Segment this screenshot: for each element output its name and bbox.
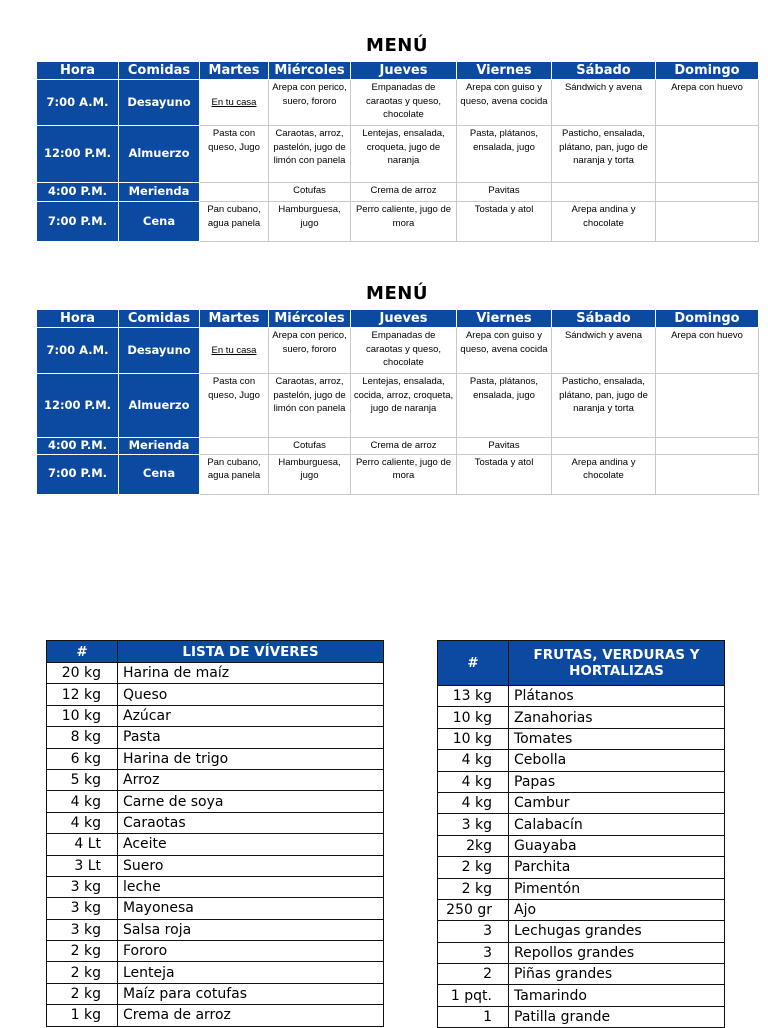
menu-cell <box>351 126 457 183</box>
list-row <box>47 855 384 876</box>
menu-hora: 7:00 A.M. <box>37 328 119 374</box>
menu-comida: Almuerzo <box>119 126 200 183</box>
menu-cell-text: Hamburguesa, jugo <box>278 456 341 481</box>
list-qty: 4 kg <box>47 812 118 833</box>
list-item: Crema de arroz <box>118 1005 384 1026</box>
menu-hora: 7:00 P.M. <box>37 202 119 242</box>
menu-hora: 4:00 P.M. <box>37 183 119 202</box>
menu-cell <box>351 454 457 494</box>
menu-cell-text: Arepa con guiso y queso, avena cocida <box>460 330 548 355</box>
menu-cell <box>656 438 759 455</box>
menu-col-header: Martes <box>200 310 269 328</box>
menu-row <box>37 328 759 374</box>
list-item: Guayaba <box>509 835 725 856</box>
menu-cell <box>656 126 759 183</box>
list-row <box>47 791 384 812</box>
menu-cell <box>200 374 269 438</box>
list-qty: 20 kg <box>47 663 118 684</box>
menu-comida: Desayuno <box>119 328 200 374</box>
menu-cell-text: Caraotas, arroz, pastelón, jugo de limón con panela <box>273 376 346 414</box>
menu-cell <box>457 126 552 183</box>
frutas-col-header: FRUTAS, VERDURAS Y HORTALIZAS <box>509 641 725 686</box>
menu-cell <box>200 438 269 455</box>
menu-cell <box>552 80 656 126</box>
list-row <box>47 684 384 705</box>
list-item: Harina de trigo <box>118 748 384 769</box>
list-qty: 12 kg <box>47 684 118 705</box>
list-qty: 3 <box>438 942 509 963</box>
list-qty: 3 kg <box>47 898 118 919</box>
menu-col-header: Martes <box>200 62 269 80</box>
menu-table <box>36 61 759 242</box>
menu-cell-text: Lentejas, ensalada, cocida, arroz, croqueta, jugo de naranja <box>353 376 454 414</box>
list-item: Tamarindo <box>509 985 725 1006</box>
menu-cell-text: En tu casa <box>211 344 257 356</box>
menu-cell-text: Pasta, plátanos, ensalada, jugo <box>469 376 539 401</box>
list-qty: 10 kg <box>438 728 509 749</box>
frutas-body <box>438 686 725 1028</box>
menu-comida: Merienda <box>119 183 200 202</box>
list-qty: 3 Lt <box>47 855 118 876</box>
menu-cell <box>351 438 457 455</box>
menu-col-header: Comidas <box>119 310 200 328</box>
menu-cell <box>351 328 457 374</box>
list-qty: 5 kg <box>47 769 118 790</box>
menu-cell-text: Pavitas <box>488 440 520 451</box>
menu-col-header: Comidas <box>119 62 200 80</box>
list-qty: 2 kg <box>47 983 118 1004</box>
menu-cell <box>269 202 351 242</box>
menu-col-header: Sábado <box>552 310 656 328</box>
menu-table-2 <box>36 309 759 495</box>
menu-cell-text: Arepa con huevo <box>671 330 743 341</box>
list-row <box>47 941 384 962</box>
menu-cell <box>269 80 351 126</box>
list-qty: 3 kg <box>47 919 118 940</box>
menu-cell-text: Arepa con perico, suero, fororo <box>272 330 347 355</box>
list-qty: 4 kg <box>438 771 509 792</box>
list-row <box>47 983 384 1004</box>
menu-row <box>37 126 759 183</box>
menu-hora: 12:00 P.M. <box>37 374 119 438</box>
list-qty: 4 kg <box>438 750 509 771</box>
menu-title-2: MENÚ <box>366 283 428 304</box>
list-item: Fororo <box>118 941 384 962</box>
viveres-header-row <box>47 641 384 663</box>
menu-col-header: Domingo <box>656 310 759 328</box>
viveres-col-header: # <box>47 641 118 663</box>
list-item: Parchita <box>509 857 725 878</box>
menu-cell-text: Pan cubano, agua panela <box>207 204 261 229</box>
list-item: Patilla grande <box>509 1006 725 1027</box>
list-item: Pasta <box>118 727 384 748</box>
list-row <box>438 792 725 813</box>
list-item: Piñas grandes <box>509 964 725 985</box>
viveres-table <box>46 640 384 1027</box>
menu-cell <box>269 374 351 438</box>
menu-cell <box>269 183 351 202</box>
menu-col-header: Sábado <box>552 62 656 80</box>
list-qty: 2 kg <box>438 878 509 899</box>
list-item: Plátanos <box>509 686 725 707</box>
list-qty: 1 pqt. <box>438 985 509 1006</box>
menu-cell <box>656 202 759 242</box>
menu-cell-text: Perro caliente, jugo de mora <box>355 204 452 229</box>
list-qty: 1 kg <box>47 1005 118 1026</box>
list-item: Mayonesa <box>118 898 384 919</box>
menu-cell <box>457 202 552 242</box>
menu-col-header: Domingo <box>656 62 759 80</box>
list-item: Carne de soya <box>118 791 384 812</box>
list-row <box>438 835 725 856</box>
list-item: Lechugas grandes <box>509 921 725 942</box>
list-item: Maíz para cotufas <box>118 983 384 1004</box>
menu-cell-text: Empanadas de caraotas y queso, chocolate <box>366 82 441 120</box>
list-qty: 3 kg <box>47 876 118 897</box>
menu-hora: 7:00 A.M. <box>37 80 119 126</box>
menu-cell <box>656 374 759 438</box>
menu-cell <box>200 126 269 183</box>
menu-cell <box>457 80 552 126</box>
menu-cell <box>200 328 269 374</box>
list-item: Cebolla <box>509 750 725 771</box>
menu-cell-text: Pan cubano, agua panela <box>207 456 261 481</box>
menu-cell-text: Arepa con guiso y queso, avena cocida <box>460 82 548 107</box>
menu-cell <box>351 80 457 126</box>
menu-cell <box>552 438 656 455</box>
list-qty: 8 kg <box>47 727 118 748</box>
menu-cell-text: En tu casa <box>211 96 257 108</box>
menu-comida: Almuerzo <box>119 374 200 438</box>
list-row <box>438 750 725 771</box>
menu-col-header: Viernes <box>457 62 552 80</box>
list-row <box>47 812 384 833</box>
list-item: Calabacín <box>509 814 725 835</box>
menu-cell <box>457 328 552 374</box>
list-row <box>438 921 725 942</box>
menu-cell <box>656 80 759 126</box>
list-item: Salsa roja <box>118 919 384 940</box>
menu-cell-text: Sándwich y avena <box>564 330 643 341</box>
menu-cell-text: Pavitas <box>488 185 520 196</box>
list-item: Lenteja <box>118 962 384 983</box>
menu-row <box>37 183 759 202</box>
list-qty: 3 kg <box>438 814 509 835</box>
list-row <box>47 663 384 684</box>
menu-cell <box>269 328 351 374</box>
menu-row <box>37 438 759 455</box>
list-item: Azúcar <box>118 705 384 726</box>
list-row <box>438 1006 725 1027</box>
list-qty: 4 kg <box>47 791 118 812</box>
menu-hora: 7:00 P.M. <box>37 454 119 494</box>
list-row <box>438 771 725 792</box>
menu-comida: Cena <box>119 202 200 242</box>
menu-row <box>37 454 759 494</box>
list-item: Tomates <box>509 728 725 749</box>
list-row <box>47 898 384 919</box>
menu-cell <box>457 183 552 202</box>
menu-cell <box>656 183 759 202</box>
frutas-col-header: # <box>438 641 509 686</box>
menu-col-header: Viernes <box>457 310 552 328</box>
menu-header-row <box>37 62 759 80</box>
frutas-table <box>437 640 725 1028</box>
menu-col-header: Hora <box>37 310 119 328</box>
menu-cell <box>351 202 457 242</box>
list-qty: 2 kg <box>47 962 118 983</box>
menu-cell <box>457 374 552 438</box>
list-qty: 2kg <box>438 835 509 856</box>
menu-cell-text: Lentejas, ensalada, croqueta, jugo de naranja <box>362 128 445 166</box>
list-qty: 2 kg <box>438 857 509 878</box>
menu-col-header: Hora <box>37 62 119 80</box>
list-qty: 2 <box>438 964 509 985</box>
menu-cell-text: Pasticho, ensalada, plátano, pan, jugo de naranja y torta <box>559 376 648 414</box>
menu-cell-text: Tostada y atol <box>474 456 534 468</box>
list-item: Repollos grandes <box>509 942 725 963</box>
menu-title: MENÚ <box>366 35 428 56</box>
menu-cell-text: Crema de arroz <box>370 440 437 451</box>
menu-col-header: Miércoles <box>269 62 351 80</box>
list-row <box>438 964 725 985</box>
menu-cell-text: Cotufas <box>293 185 326 196</box>
menu-cell-text: Empanadas de caraotas y queso, chocolate <box>366 330 441 368</box>
list-qty: 250 gr <box>438 899 509 920</box>
menu-cell <box>457 454 552 494</box>
list-row <box>47 962 384 983</box>
list-row <box>47 748 384 769</box>
menu-cell-text: Sándwich y avena <box>564 82 643 93</box>
list-item: Suero <box>118 855 384 876</box>
list-qty: 10 kg <box>438 707 509 728</box>
list-item: Aceite <box>118 834 384 855</box>
list-row <box>47 919 384 940</box>
menu-cell <box>269 126 351 183</box>
menu-cell-text: Arepa con huevo <box>671 82 743 93</box>
menu-cell <box>552 328 656 374</box>
menu-cell <box>552 374 656 438</box>
menu-col-header: Miércoles <box>269 310 351 328</box>
viveres-body <box>47 663 384 1027</box>
menu-cell <box>552 202 656 242</box>
list-item: Caraotas <box>118 812 384 833</box>
list-row <box>438 728 725 749</box>
menu-cell <box>200 183 269 202</box>
list-item: Pimentón <box>509 878 725 899</box>
menu-row <box>37 80 759 126</box>
list-qty: 10 kg <box>47 705 118 726</box>
list-row <box>47 769 384 790</box>
list-row <box>438 814 725 835</box>
list-row <box>438 686 725 707</box>
list-row <box>438 707 725 728</box>
menu-cell <box>351 374 457 438</box>
menu-cell-text: Arepa andina y chocolate <box>571 204 636 229</box>
menu-cell-text: Perro caliente, jugo de mora <box>355 456 452 481</box>
list-item: Queso <box>118 684 384 705</box>
menu-comida: Desayuno <box>119 80 200 126</box>
menu-cell-text: Pasta, plátanos, ensalada, jugo <box>469 128 539 153</box>
list-item: leche <box>118 876 384 897</box>
menu-cell <box>457 438 552 455</box>
list-row <box>47 834 384 855</box>
menu-hora: 12:00 P.M. <box>37 126 119 183</box>
list-row <box>47 705 384 726</box>
list-row <box>47 1005 384 1026</box>
list-qty: 6 kg <box>47 748 118 769</box>
menu-cell <box>269 454 351 494</box>
list-item: Harina de maíz <box>118 663 384 684</box>
list-qty: 13 kg <box>438 686 509 707</box>
menu-col-header: Jueves <box>351 62 457 80</box>
list-row <box>47 727 384 748</box>
menu-hora: 4:00 P.M. <box>37 438 119 455</box>
menu-body <box>37 80 759 242</box>
menu-cell-text: Pasticho, ensalada, plátano, pan, jugo de naranja y torta <box>559 128 648 166</box>
list-item: Zanahorias <box>509 707 725 728</box>
viveres-col-header: LISTA DE VÍVERES <box>118 641 384 663</box>
menu-cell <box>200 202 269 242</box>
list-qty: 4 Lt <box>47 834 118 855</box>
menu-cell <box>200 80 269 126</box>
menu-cell-text: Arepa con perico, suero, fororo <box>272 82 347 107</box>
menu-comida: Cena <box>119 454 200 494</box>
list-qty: 1 <box>438 1006 509 1027</box>
list-item: Arroz <box>118 769 384 790</box>
menu-cell <box>656 328 759 374</box>
menu-cell-text: Pasta con queso, Jugo <box>208 128 260 153</box>
list-row <box>438 899 725 920</box>
menu-row <box>37 202 759 242</box>
menu-header-row <box>37 310 759 328</box>
menu-cell-text: Arepa andina y chocolate <box>571 456 636 481</box>
frutas-header-row <box>438 641 725 686</box>
list-item: Cambur <box>509 792 725 813</box>
menu-cell-text: Pasta con queso, Jugo <box>208 376 260 401</box>
menu-cell <box>656 454 759 494</box>
menu-cell-text: Cotufas <box>293 440 326 451</box>
list-item: Papas <box>509 771 725 792</box>
menu-row <box>37 374 759 438</box>
menu-cell-text: Caraotas, arroz, pastelón, jugo de limón con panela <box>273 128 346 166</box>
list-qty: 2 kg <box>47 941 118 962</box>
menu-cell <box>269 438 351 455</box>
menu-cell <box>552 454 656 494</box>
menu-cell <box>200 454 269 494</box>
list-qty: 3 <box>438 921 509 942</box>
list-row <box>47 876 384 897</box>
menu-cell <box>351 183 457 202</box>
menu-cell <box>552 126 656 183</box>
menu-comida: Merienda <box>119 438 200 455</box>
menu-col-header: Jueves <box>351 310 457 328</box>
menu-body <box>37 328 759 495</box>
list-qty: 4 kg <box>438 792 509 813</box>
list-row <box>438 985 725 1006</box>
menu-cell-text: Hamburguesa, jugo <box>278 204 341 229</box>
list-row <box>438 878 725 899</box>
list-row <box>438 942 725 963</box>
menu-cell-text: Crema de arroz <box>370 185 437 196</box>
list-row <box>438 857 725 878</box>
menu-cell <box>552 183 656 202</box>
list-item: Ajo <box>509 899 725 920</box>
menu-cell-text: Tostada y atol <box>474 204 534 215</box>
